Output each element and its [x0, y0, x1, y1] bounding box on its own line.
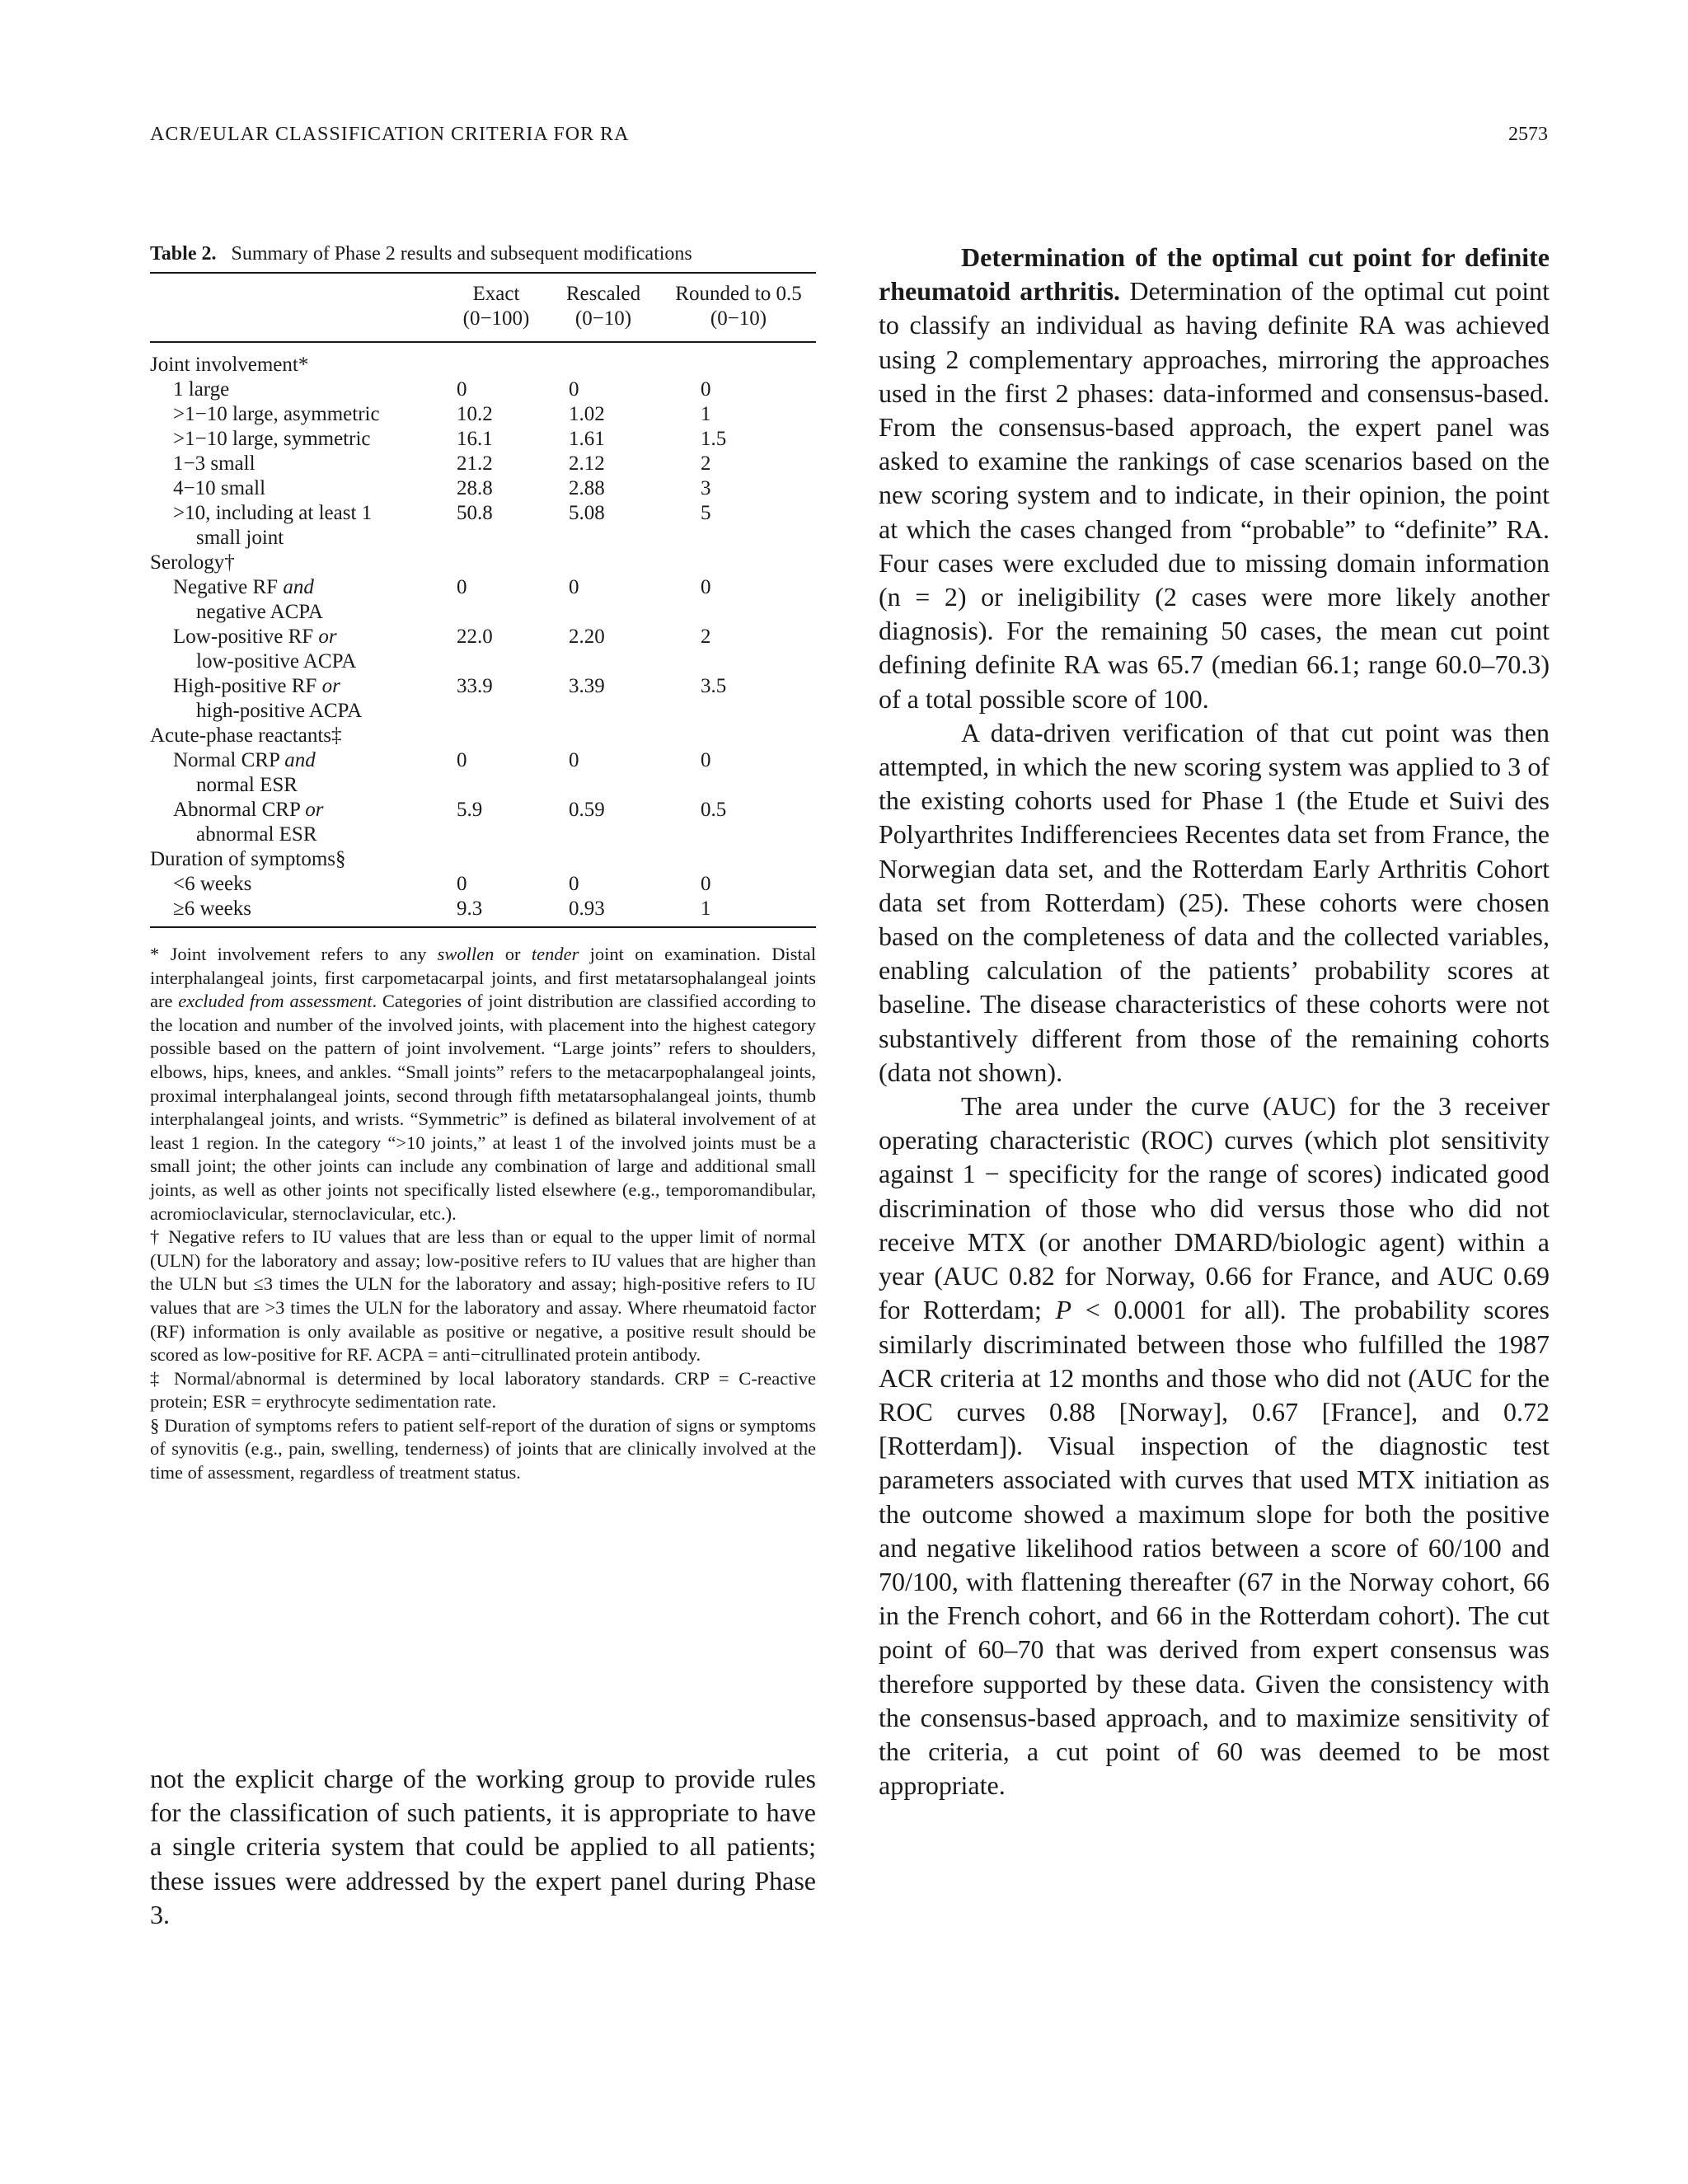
left-bottom-text	[150, 1762, 816, 1932]
group-title: Duration of symptoms§	[150, 848, 346, 870]
row-label: >1−10 large, asymmetric	[173, 403, 380, 425]
cell-exact: 21.2	[457, 452, 493, 475]
header-rescaled-line2: (0−10)	[574, 307, 632, 330]
group-title: Joint involvement*	[150, 354, 309, 376]
table-row	[150, 798, 816, 847]
row-label: High-positive RF or high-positive ACPA	[173, 675, 363, 722]
cell-rescaled: 1.61	[569, 428, 605, 450]
paragraph-cut-point-text: Determination of the optimal cut point to classify an individual as having definite RA was achieved using 2 complementary approaches, mirroring the approaches used in the first 2 phases: data-informed and consensus-based. From the consensus-based approach, the expert panel was asked to examine the rankings of case scenarios based on the new scoring system and to indicate, in their opinion, the point at which the cases changed from “probable” to “definite” RA. Four cases were excluded due to missing domain information (n = 2) or ineligibility (2 cases were more likely another diagnosis). For the remaining 50 cases, the mean cut point defining definite RA was 65.7 (median 66.1; range 60.0–70.3) of a total possible score of 100.	[879, 276, 1550, 714]
table-row	[150, 377, 816, 402]
table-row	[150, 897, 816, 927]
cell-rounded: 0	[701, 873, 711, 895]
row-label: 4−10 small	[173, 477, 266, 499]
header-exact	[447, 273, 546, 342]
table-row	[150, 674, 816, 724]
running-head: ACR/EULAR CLASSIFICATION CRITERIA FOR RA	[150, 124, 630, 145]
table-group-row	[150, 551, 816, 575]
group-title: Acute-phase reactants‡	[150, 724, 342, 747]
cell-rounded: 0	[701, 576, 711, 598]
cell-exact: 0	[457, 576, 467, 598]
cell-rescaled: 5.08	[569, 502, 605, 524]
table-row	[150, 501, 816, 551]
footnote-duration: § Duration of symptoms refers to patient self-report of the duration of signs or symptoms of synovitis (e.g., pain, swelling, tenderness) of joints that are clinically involved at the time of assessment, regardless of treatment status.	[150, 1414, 816, 1483]
table-row	[150, 748, 816, 798]
table-group-row	[150, 724, 816, 748]
cell-rounded: 2	[701, 626, 711, 648]
table-row	[150, 452, 816, 476]
cell-rescaled: 1.02	[569, 403, 605, 425]
cell-rounded: 0	[701, 378, 711, 401]
cell-rounded: 1.5	[701, 428, 727, 450]
cell-rescaled: 0	[569, 576, 579, 598]
paragraph-auc: The area under the curve (AUC) for the 3 receiver operating characteristic (ROC) curves (which plot sensitivity against 1 − specificity for the range of scores) indicated good discrimination of those who did versus those who did not receive MTX (or another DMARD/biologic agent) within a year (AUC 0.82 for Norway, 0.66 for France, and AUC 0.69 for Rotterdam; P < 0.0001 for all). The probability scores similarly discriminated between those who fulfilled the 1987 ACR criteria at 12 months and those who did not (AUC for the ROC curves 0.88 [Norway], 0.67 [France], and 0.72 [Rotterdam]). Visual inspection of the diagnostic test parameters associated with curves that used MTX initiation as the outcome showed a maximum slope for both the positive and negative likelihood ratios between a score of 60/100 and 70/100, with flattening thereafter (67 in the Norway cohort, 66 in the French cohort, and 66 in the Rotterdam cohort). The cut point of 60–70 that was derived from expert consensus was therefore supported by these data. Given the consistency with the consensus-based approach, and to maximize sensitivity of the criteria, a cut point of 60 was deemed to be most appropriate.	[879, 1091, 1550, 1801]
cell-exact: 16.1	[457, 428, 493, 450]
cell-rescaled: 3.39	[569, 675, 605, 697]
header-rounded-line1: Rounded to 0.5	[675, 283, 802, 305]
footnote-serology: † Negative refers to IU values that are less than or equal to the upper limit of normal (ULN) for the laboratory and assay; low-positive refers to IU values that are higher than the ULN but ≤3 times the ULN for the laboratory and assay; high-positive refers to IU values that are >3 times the ULN for the laboratory and assay. Where rheumatoid factor (RF) information is only available as positive or negative, a positive result should be scored as low-positive for RF. ACPA = anti−citrullinated protein antibody.	[150, 1226, 816, 1366]
table-row	[150, 402, 816, 427]
header-exact-line1: Exact	[472, 283, 520, 305]
cell-exact: 0	[457, 378, 467, 401]
cell-rescaled: 2.20	[569, 626, 605, 648]
row-label: ≥6 weeks	[173, 898, 251, 920]
table-group-row	[150, 847, 816, 872]
table-body	[150, 342, 816, 927]
cell-rescaled: 2.88	[569, 477, 605, 499]
row-label: Low-positive RF or low-positive ACPA	[173, 626, 357, 673]
cell-rescaled: 0.59	[569, 799, 605, 821]
header-rounded-line2: (0−10)	[710, 307, 767, 330]
row-label: 1 large	[173, 378, 230, 401]
cell-rescaled: 2.12	[569, 452, 605, 475]
cell-exact: 5.9	[457, 799, 483, 821]
row-label: Negative RF and negative ACPA	[173, 576, 323, 623]
cell-rounded: 2	[701, 452, 711, 475]
cell-exact: 28.8	[457, 477, 493, 499]
cell-rounded: 1	[701, 898, 711, 920]
cell-rescaled: 0.93	[569, 898, 605, 920]
row-label: >10, including at least 1 small joint	[173, 502, 373, 549]
right-column	[879, 241, 1550, 1802]
table-footnotes	[150, 943, 816, 1485]
row-label: 1−3 small	[173, 452, 256, 475]
row-label: Abnormal CRP or abnormal ESR	[173, 799, 324, 846]
header-label-column	[150, 273, 447, 342]
table-caption	[150, 241, 816, 267]
table-caption-text: Summary of Phase 2 results and subsequent modifications	[231, 243, 692, 265]
cell-rounded: 3	[701, 477, 711, 499]
cell-rescaled: 0	[569, 378, 579, 401]
row-label: >1−10 large, symmetric	[173, 428, 371, 450]
cell-rounded: 0	[701, 749, 711, 771]
table-header-row	[150, 273, 816, 342]
row-label: <6 weeks	[173, 873, 252, 895]
results-table	[150, 272, 816, 928]
table-group-row	[150, 342, 816, 377]
table-row	[150, 575, 816, 625]
left-column	[150, 241, 816, 1485]
header-rescaled	[546, 273, 661, 342]
cell-rounded: 3.5	[701, 675, 727, 697]
cell-exact: 33.9	[457, 675, 493, 697]
cell-rounded: 0.5	[701, 799, 727, 821]
paragraph-cut-point	[879, 241, 1550, 716]
row-label: Normal CRP and normal ESR	[173, 749, 316, 796]
table-row	[150, 625, 816, 674]
cell-rescaled: 0	[569, 749, 579, 771]
header-exact-line2: (0−100)	[462, 307, 530, 330]
cell-exact: 10.2	[457, 403, 493, 425]
cell-exact: 0	[457, 749, 467, 771]
table-caption-label: Table 2.	[150, 243, 217, 265]
header-rounded	[661, 273, 816, 342]
table-row	[150, 872, 816, 897]
cell-exact: 50.8	[457, 502, 493, 524]
footnote-acute-phase: ‡ Normal/abnormal is determined by local laboratory standards. CRP = C-reactive protein; ESR = erythrocyte sedimentation rate.	[150, 1367, 816, 1413]
paragraph-data-driven: A data-driven verification of that cut point was then attempted, in which the new scoring system was applied to 3 of the existing cohorts used for Phase 1 (the Etude et Suivi des Polyarthrites Indifferenciees Recentes data set from France, the Norwegian data set, and the Rotterdam Early Arthritis Cohort data set from Rotterdam) (25). These cohorts were chosen based on the completeness of data and the collected variables, enabling calculation of the patients’ probability scores at baseline. The disease characteristics of these cohorts were not substantively different from those of the remaining cohorts (data not shown).	[879, 717, 1550, 1087]
cell-rounded: 1	[701, 403, 711, 425]
cell-exact: 9.3	[457, 898, 483, 920]
cell-rounded: 5	[701, 502, 711, 524]
header-rescaled-line1: Rescaled	[565, 283, 641, 305]
group-title: Serology†	[150, 551, 235, 574]
paragraph-lead: Determination of the optimal cut point for definite rheumatoid arthritis.	[879, 242, 1550, 307]
page-number: 2573	[1508, 124, 1548, 145]
left-bottom-paragraph: not the explicit charge of the working group to provide rules for the classification of such patients, it is appropriate to have a single criteria system that could be applied to all patients; these issues were addressed by the expert panel during Phase 3.	[150, 1764, 816, 1929]
cell-exact: 22.0	[457, 626, 493, 648]
table-row	[150, 427, 816, 452]
footnote-joint-involvement: * Joint involvement refers to any swollen or tender joint on examination. Distal interphalangeal joints, first carpometacarpal joints, and first metatarsophalangeal joints are excluded from assessment. Categories of joint distribution are classified according to the location and number of the involved joints, with placement into the highest category possible based on the pattern of joint involvement. “Large joints” refers to shoulders, elbows, hips, knees, and ankles. “Small joints” refers to the metacarpophalangeal joints, proximal interphalangeal joints, second through fifth metatarsophalangeal joints, thumb interphalangeal joints, and wrists. “Symmetric” is defined as bilateral involvement of at least 1 region. In the category “>10 joints,” at least 1 of the involved joints must be a small joint; the other joints can include any combination of large and additional small joints, as well as other joints not specifically listed elsewhere (e.g., temporomandibular, acromioclavicular, sternoclavicular, etc.).	[150, 944, 817, 1224]
table-row	[150, 476, 816, 501]
cell-exact: 0	[457, 873, 467, 895]
cell-rescaled: 0	[569, 873, 579, 895]
